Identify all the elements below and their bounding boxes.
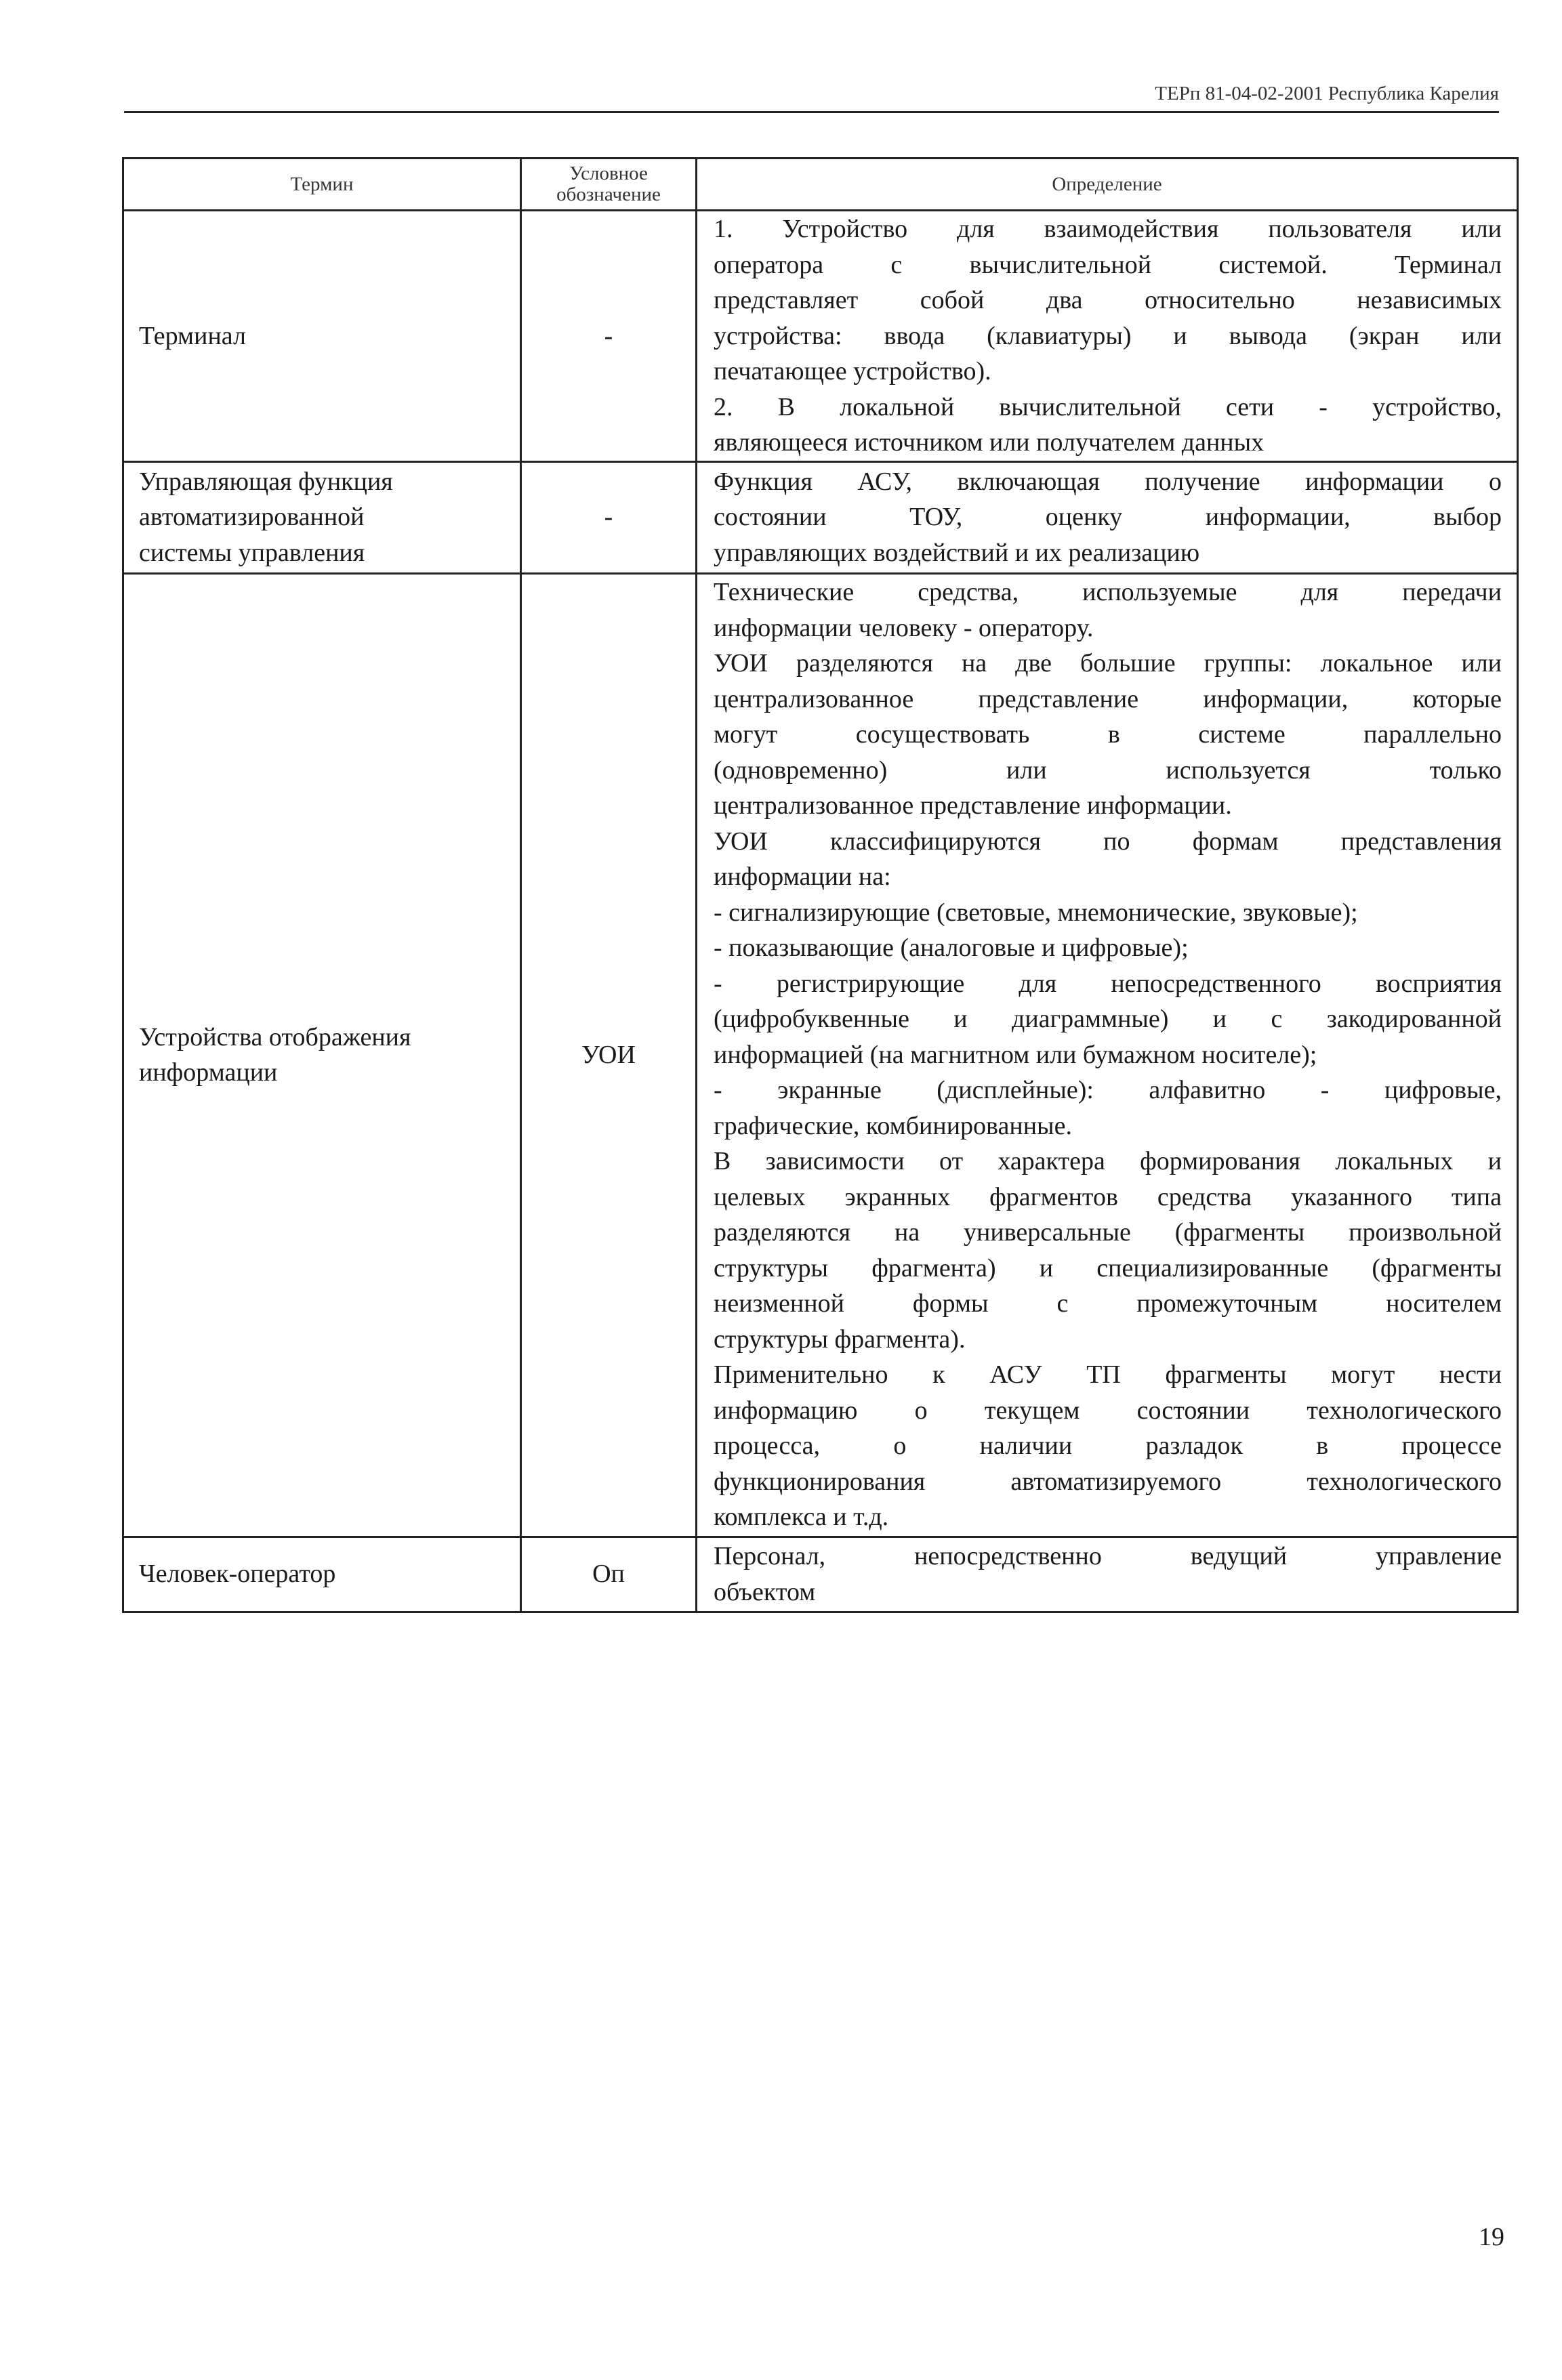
definition-line: структуры фрагмента) и специализированные (фрагменты xyxy=(714,1253,1502,1282)
column-header-term: Термин xyxy=(123,159,521,211)
abbr-cell: Оп xyxy=(521,1537,697,1612)
term-cell xyxy=(123,211,521,462)
definition-line: печатающее устройство). xyxy=(714,357,991,385)
definition-line: (цифробуквенные и диаграммные) и с закодированной xyxy=(714,1005,1502,1034)
table-row xyxy=(123,1537,1518,1612)
table-header-row xyxy=(123,159,1518,211)
definition-line: Применительно к АСУ ТП фрагменты могут нести xyxy=(714,1360,1502,1390)
definition-line: состоянии ТОУ, оценку информации, выбор xyxy=(714,503,1502,532)
term-line: информации xyxy=(139,1058,278,1087)
abbr-cell: - xyxy=(521,461,697,573)
term-line: Человек-оператор xyxy=(139,1560,336,1589)
header-rule xyxy=(124,111,1499,113)
column-header-definition: Определение xyxy=(697,159,1518,211)
column-header-abbr xyxy=(521,159,697,211)
definition-line: УОИ разделяются на две большие группы: локальное или xyxy=(714,649,1502,678)
table-row xyxy=(123,211,1518,462)
definition-line: разделяются на универсальные (фрагменты произвольной xyxy=(714,1218,1502,1247)
table-row xyxy=(123,573,1518,1537)
definition-line: - сигнализирующие (световые, мнемонические, звуковые); xyxy=(714,898,1358,927)
definition-line: централизованное представление информации, которые xyxy=(714,684,1502,713)
definition-line: 2. В локальной вычислительной сети - устройство, xyxy=(714,392,1502,421)
abbr-cell: - xyxy=(521,211,697,462)
term-line: Устройства отображения xyxy=(139,1022,411,1051)
definition-line: графические, комбинированные. xyxy=(714,1111,1072,1140)
table-row xyxy=(123,461,1518,573)
definition-line: комплекса и т.д. xyxy=(714,1503,889,1532)
definition-line: В зависимости от характера формирования локальных и xyxy=(714,1147,1502,1176)
term-cell xyxy=(123,1537,521,1612)
column-header-abbr-line-2: обозначение xyxy=(556,184,661,205)
column-header-abbr-line-1: Условное xyxy=(569,163,648,184)
definition-line: 1. Устройство для взаимодействия пользователя или xyxy=(714,215,1502,243)
term-cell xyxy=(123,573,521,1537)
definition-line: управляющих воздействий и их реализацию xyxy=(714,538,1200,567)
definition-line: информацией (на магнитном или бумажном носителе); xyxy=(714,1040,1317,1069)
definition-line: Функция АСУ, включающая получение информации о xyxy=(714,467,1502,496)
term-cell xyxy=(123,461,521,573)
definition-cell xyxy=(697,461,1518,573)
definition-line: функционирования автоматизируемого технологического xyxy=(714,1467,1502,1496)
definition-line: информации человеку - оператору. xyxy=(714,613,1094,642)
definition-line: неизменной формы с промежуточным носителем xyxy=(714,1289,1502,1318)
definition-cell xyxy=(697,573,1518,1537)
definition-line: структуры фрагмента). xyxy=(714,1324,966,1354)
definition-line: объектом xyxy=(714,1577,816,1606)
definition-line: Персонал, непосредственно ведущий управление xyxy=(714,1542,1502,1570)
definition-line: целевых экранных фрагментов средства указанного типа xyxy=(714,1182,1502,1211)
definition-line: - экранные (дисплейные): алфавитно - цифровые, xyxy=(714,1076,1502,1105)
definition-line: оператора с вычислительной системой. Терминал xyxy=(714,250,1502,279)
term-line: Управляющая функция xyxy=(139,467,393,496)
page-number: 19 xyxy=(1479,2223,1504,2251)
definition-line: УОИ классифицируются по формам представления xyxy=(714,827,1502,856)
definition-line: информации на: xyxy=(714,862,891,892)
definition-line: (одновременно) или используется только xyxy=(714,755,1502,785)
document-header: ТЕРп 81-04-02-2001 Республика Карелия xyxy=(1155,83,1499,104)
definition-line: информацию о текущем состоянии технологического xyxy=(714,1396,1502,1425)
definition-line: представляет собой два относительно независимых xyxy=(714,286,1502,314)
definition-line: процесса, о наличии разладок в процессе xyxy=(714,1432,1502,1461)
definition-line: Технические средства, используемые для передачи xyxy=(714,578,1502,607)
definition-cell xyxy=(697,1537,1518,1612)
term-line: Терминал xyxy=(139,321,246,350)
definition-line: могут сосуществовать в системе параллельно xyxy=(714,720,1502,749)
definition-line: - регистрирующие для непосредственного восприятия xyxy=(714,969,1502,998)
definition-line: - показывающие (аналоговые и цифровые); xyxy=(714,934,1189,963)
definition-line: устройства: ввода (клавиатуры) и вывода (экран или xyxy=(714,321,1502,350)
terms-table xyxy=(122,157,1519,1613)
term-line: системы управления xyxy=(139,538,365,567)
abbr-cell: УОИ xyxy=(521,573,697,1537)
definition-cell xyxy=(697,211,1518,462)
definition-line: являющееся источником или получателем данных xyxy=(714,428,1265,457)
term-line: автоматизированной xyxy=(139,503,365,532)
definition-line: централизованное представление информации. xyxy=(714,791,1232,820)
